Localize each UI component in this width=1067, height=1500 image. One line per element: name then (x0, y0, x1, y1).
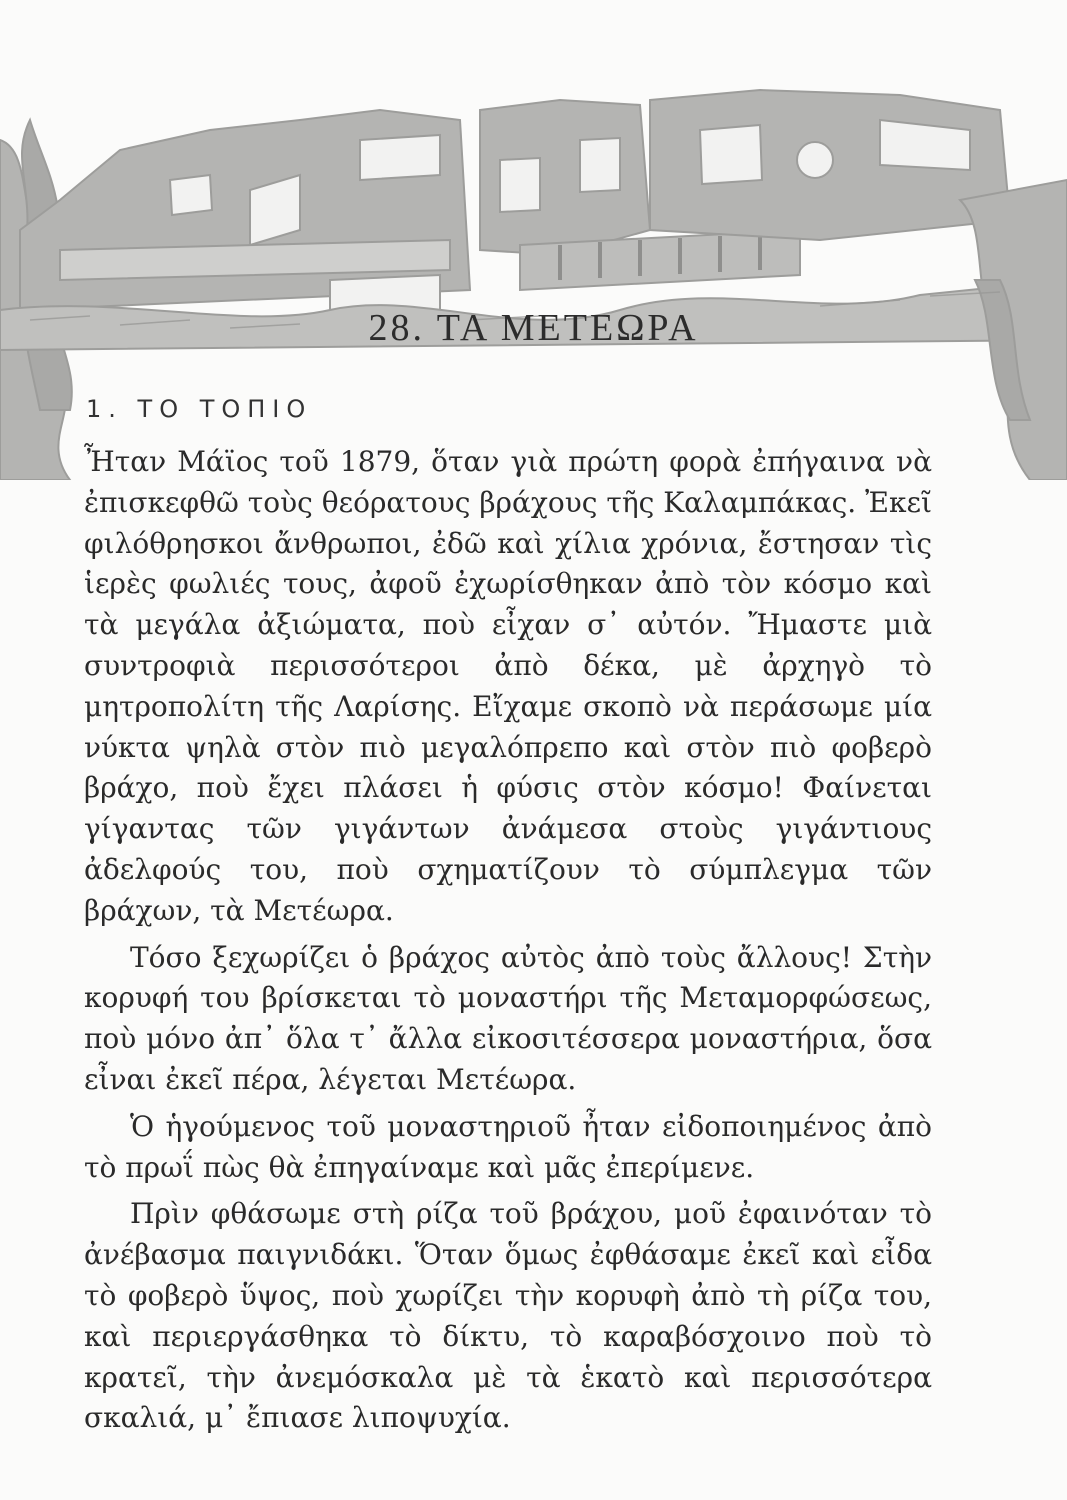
chapter-title: 28. ΤΑ ΜΕΤΕΩΡΑ (368, 307, 699, 349)
body-text (84, 442, 932, 1439)
paragraph-1: Ἦταν Μάϊος τοῦ 1879, ὅταν γιὰ πρώτη φορὰ ἐπήγαινα νὰ ἐπισκεφθῶ τοὺς θεόρατους βράχους τῆς Καλαμπάκας. Ἐκεῖ φιλόθρησκοι ἄνθρωποι, ἐδῶ καὶ χίλια χρόνια, ἔστησαν τὶς ἱερὲς φωλιές τους, ἀφοῦ ἐχωρίσθηκαν ἀπὸ τὸν κόσμο καὶ τὰ μεγάλα ἀξιώματα, ποὺ εἶχαν σ᾽ αὐτόν. Ἤμαστε μιὰ συντροφιὰ περισσότεροι ἀπὸ δέκα, μὲ ἀρχηγὸ τὸ μητροπολίτη τῆς Λαρίσης. Εἴχαμε σκοπὸ νὰ περάσωμε μία νύκτα ψηλὰ στὸν πιὸ μεγαλόπρεπο καὶ στὸν πιὸ φοβερὸ βράχο, ποὺ ἔχει πλάσει ἡ φύσις στὸν κόσμο! Φαίνεται γίγαντας τῶν γιγάντων ἀνάμεσα στοὺς γιγάντιους ἀδελφούς του, ποὺ σχηματίζουν τὸ σύμπλεγμα τῶν βράχων, τὰ Μετέωρα. (84, 445, 932, 927)
paragraph-4: Πρὶν φθάσωμε στὴ ρίζα τοῦ βράχου, μοῦ ἐφαινόταν τὸ ἀνέβασμα παιγνιδάκι. Ὅταν ὅμως ἐφθάσαμε ἐκεῖ καὶ εἶδα τὸ φοβερὸ ὕψος, ποὺ χωρίζει τὴν κορυφὴ ἀπὸ τὴ ρίζα του, καὶ περιεργάσθηκα τὸ δίκτυ, τὸ καραβόσχοινο ποὺ τὸ κρατεῖ, τὴν ἀνεμόσκαλα μὲ τὰ ἑκατὸ καὶ περισσότερα σκαλιά, μ᾽ ἔπιασε λιποψυχία. (84, 1197, 932, 1435)
paragraph-3: Ὁ ἡγούμενος τοῦ μοναστηριοῦ ἦταν εἰδοποιημένος ἀπὸ τὸ πρωΐ πὼς θὰ ἐπηγαίναμε καὶ μᾶς ἐπερίμενε. (84, 1109, 932, 1184)
section-heading: 1. ΤΟ ΤΟΠΙΟ (86, 395, 313, 423)
paragraph-2: Τόσο ξεχωρίζει ὁ βράχος αὐτὸς ἀπὸ τοὺς ἄλλους! Στὴν κορυφή του βρίσκεται τὸ μοναστήρι τῆς Μεταμορφώσεως, ποὺ μόνο ἀπ᾽ ὅλα τ᾽ ἄλλα εἰκοσιτέσσερα μοναστήρια, ὅσα εἶναι ἐκεῖ πέρα, λέγεται Μετέωρα. (84, 940, 932, 1096)
